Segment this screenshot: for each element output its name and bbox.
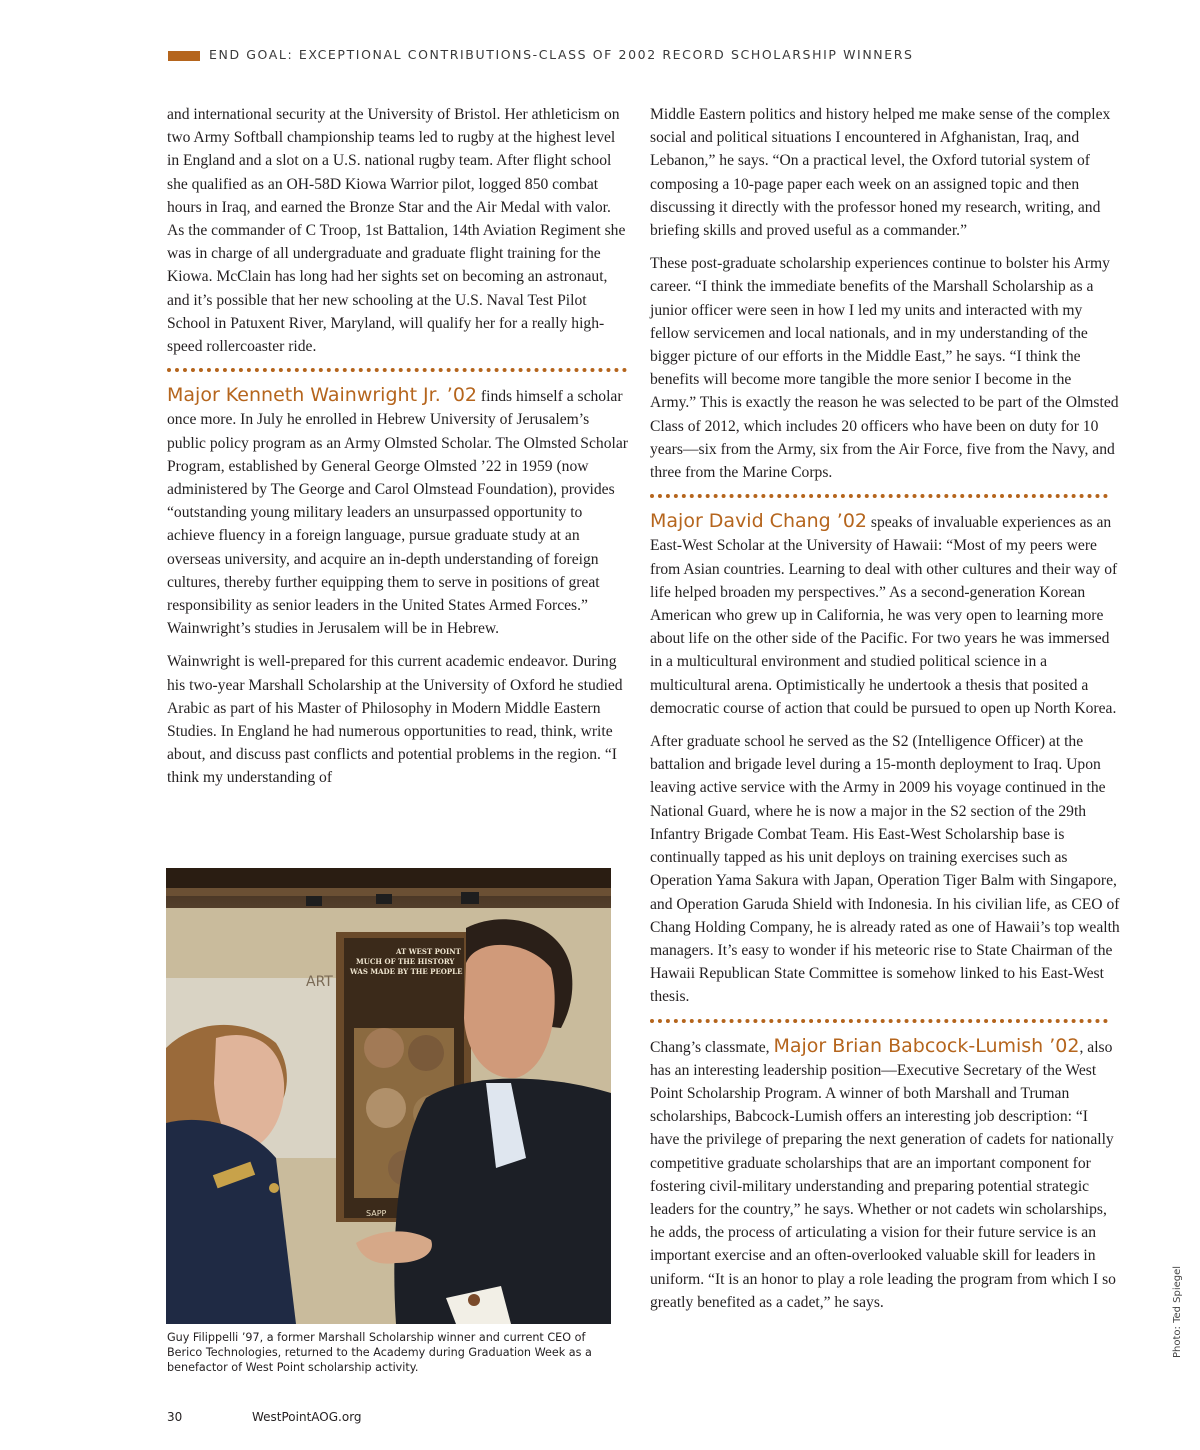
paragraph-wainwright: Major Kenneth Wainwright Jr. ’02 finds himself a scholar once more. In July he enrolled in Hebrew University of Jerusalem’s public policy program as an Army Olmsted Scholar. The Olmsted Scholar Program, established by General George Olmsted ’22 in 1959 (now administered by The George and Carol Olmstead Foundation), provides “outstanding young military leaders an unsurpassed opportunity to achieve fluency in a foreign language, pursue graduate study at an overseas university, and acquire an in-depth understanding of foreign cultures, thereby further equipping them to serve in positions of great responsibility as senior leaders in the United States Armed Forces.” Wainwright’s studies in Jerusalem will be in Hebrew. [167,384,628,638]
header-accent-bar [168,51,200,61]
photo-credit: Photo: Ted Spiegel [1172,1265,1183,1358]
poster-headline: AT WEST POINT MUCH OF THE HISTORY WAS MADE BY THE PEOPLE [350,947,463,976]
paragraph-chang: Major David Chang ’02 speaks of invaluable experiences as an East-West Scholar at the University of Hawaii: “Most of my peers were from Asian countries. Learning to deal with other cultures and their way of life helped broaden my perspectives.” As a second-generation Korean American who grew up in California, he was very open to learning more about life on the other side of the Pacific. For two years he was immersed in a multicultural environment and studied political science in a multicultural arena. Optimistically he undertook a thesis that posited a democratic course of action that could be pursued to open up North Korea. [650,510,1118,717]
name-wainwright: Major Kenneth Wainwright Jr. ’02 [167,384,478,407]
paragraph-wainwright-continued: Middle Eastern politics and history helped me make sense of the complex social and political situations I encountered in Afghanistan, Iraq, and Lebanon,” he says. “On a practical level, the Oxford tutorial system of composing a 10-page paper each week on an assigned topic and then discussing it directly with the professor honed my research, writing, and briefing skills and proved useful as a commander.” [650,106,1111,240]
paragraph-babcock-lumish: Chang’s classmate, Major Brian Babcock-Lumish ’02, also has an interesting leadership position—Executive Secretary of the West Point Scholarship Program. A winner of both Marshall and Truman scholarships, Babcock-Lumish offers an interesting job description: “I have the privilege of preparing the next generation of cadets for nationally competitive graduate scholarships that are an important component for fostering civil-military understanding and preparing potential strategic leaders for the country,” he says. Whether or not cadets win scholarships, he adds, the process of articulating a vision for their future service is an important exercise and an often-overlooked valuable skill for leaders in uniform. “It is an honor to play a role leading the program from which I so greatly benefited as a cadet,” he says. [650,1034,1116,1311]
column-left [167,103,631,800]
footer-site: WestPointAOG.org [252,1410,362,1424]
paragraph-wainwright-oxford: Wainwright is well-prepared for this current academic endeavor. During his two-year Marshall Scholarship at the University of Oxford he studied Arabic as part of his Master of Philosophy in Modern Middle Eastern Studies. In England he had numerous opportunities to read, think, write about, and discuss past conflicts and potential problems in the region. “I think my understanding of [167,653,623,787]
name-chang: Major David Chang ’02 [650,510,867,533]
poster-footer-text: SAPP [366,1209,387,1218]
paragraph-mcclain-end: and international security at the University of Bristol. Her athleticism on two Army Softball championship teams led to rugby at the highest level in England and a slot on a U.S. national rugby team. After flight school she qualified as an OH-58D Kiowa Warrior pilot, logged 850 combat hours in Iraq, and earned the Bronze Star and the Air Medal with valor. As the commander of C Troop, 1st Battalion, 14th Aviation Regiment she was in charge of all undergraduate and graduate flight training for the Kiowa. McClain has long had her sights set on becoming an astronaut, and it’s possible that her new schooling at the U.S. Naval Test Pilot School in Patuxent River, Maryland, will qualify her for a really high-speed rollercoaster ride. [167,106,626,356]
dotted-divider [167,368,627,372]
name-babcock-lumish: Major Brian Babcock-Lumish ’02 [773,1034,1080,1057]
photo-filippelli [166,868,611,1324]
dotted-divider [650,494,1108,498]
photo-illustration [166,868,611,1324]
dotted-divider [650,1019,1108,1023]
column-right [650,103,1120,1324]
paragraph-chang-career: After graduate school he served as the S2 (Intelligence Officer) at the battalion and brigade level during a 15-month deployment to Iraq. Upon leaving active service with the Army in 2009 his voyage continued in the National Guard, where he is now a major in the S2 section of the 29th Infantry Brigade Combat Team. His East-West Scholarship base is continually tapped as his unit deploys on training exercises such as Operation Yama Sakura with Japan, Operation Tiger Balm with Singapore, and Operation Garuda Shield with Indonesia. In his civilian life, as CEO of Chang Holding Company, he is already rated as one of Hawaii’s top wealth managers. It’s easy to wonder if his meteoric rise to State Chairman of the Hawaii Republican State Committee is somehow linked to his East-West thesis. [650,733,1120,1006]
photo-caption: Guy Filippelli ’97, a former Marshall Scholarship winner and current CEO of Berico Technologies, returned to the Academy during Graduation Week as a benefactor of West Point scholarship activity. [167,1331,592,1374]
wall-sign-text: ART [306,974,333,990]
page-number: 30 [167,1410,183,1424]
running-header: END GOAL: EXCEPTIONAL CONTRIBUTIONS-CLASS OF 2002 RECORD SCHOLARSHIP WINNERS [209,47,914,62]
paragraph-wainwright-career: These post-graduate scholarship experiences continue to bolster his Army career. “I think the immediate benefits of the Marshall Scholarship as a junior officer were seen in how I led my units and interacted with my fellow servicemen and local nationals, and in my understanding of the bigger picture of our efforts in the Middle East,” he says. “I think the benefits will become more tangible the more senior I become in the Army.” This is exactly the reason he was selected to be part of the Olmsted Class of 2012, which includes 20 officers who have been on duty for 10 years—six from the Army, six from the Air Force, five from the Navy, and three from the Marine Corps. [650,255,1119,482]
